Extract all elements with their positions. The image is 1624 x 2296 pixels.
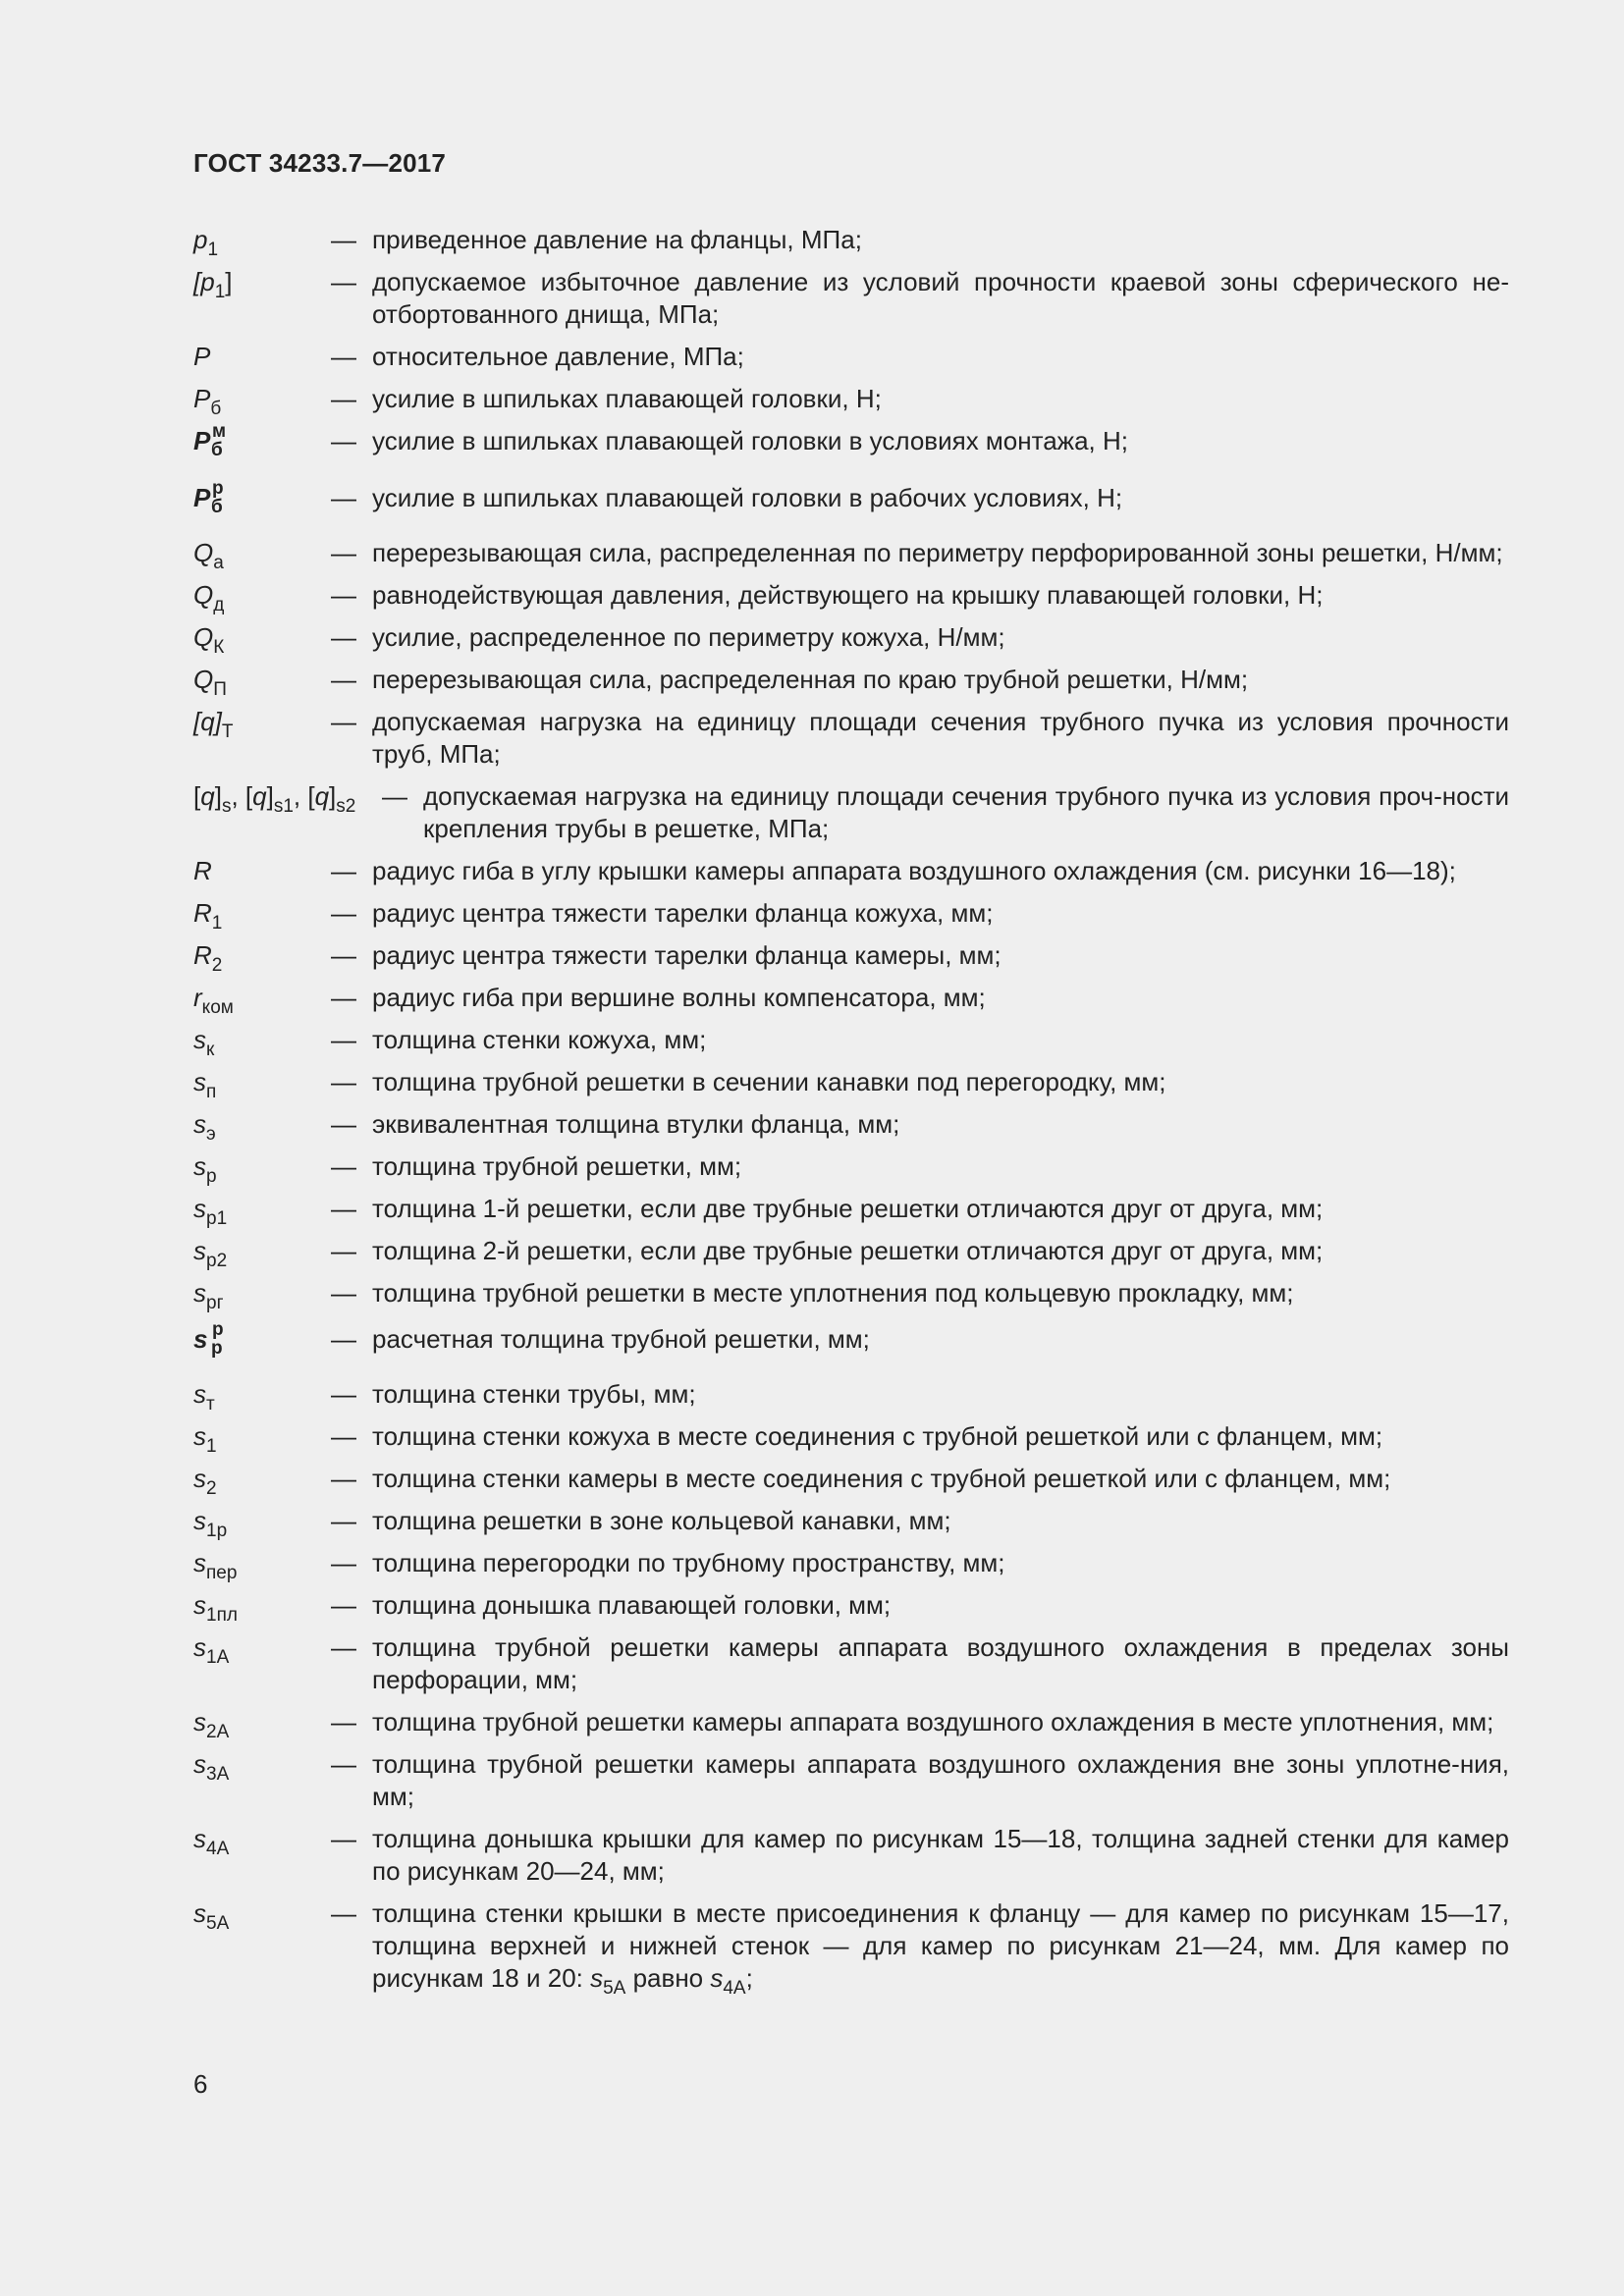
definition-entry — [193, 1420, 1509, 1457]
entry-definition: толщина стенки трубы, мм; — [372, 1379, 696, 1409]
entry-definition: радиус центра тяжести тарелки фланца кожуха, мм; — [372, 898, 994, 928]
entry-definition: равнодействующая давления, действующего на крышку плавающей головки, Н; — [372, 580, 1324, 610]
entry-symbol: $s_{2А}$ — [193, 1707, 230, 1742]
entry-dash: — — [331, 1194, 356, 1223]
page-number: 6 — [193, 2069, 208, 2099]
entry-definition: усилие, распределенное по периметру кожуха, Н/мм; — [372, 622, 1005, 652]
entry-symbol: $s_{1пл}$ — [193, 1590, 238, 1626]
entry-dash: — — [331, 1548, 356, 1577]
symbol-definitions-list — [193, 224, 1509, 2004]
page-header: ГОСТ 34233.7—2017 — [193, 148, 447, 178]
entry-definition: толщина перегородки по трубному пространству, мм; — [372, 1548, 1005, 1577]
definition-entry — [193, 1748, 1509, 1813]
entry-symbol: $s_{3А}$ — [193, 1749, 230, 1785]
entry-dash: — — [382, 781, 407, 811]
entry-dash: — — [331, 1025, 356, 1054]
entry-dash: — — [331, 225, 356, 254]
entry-dash: — — [331, 1898, 356, 1928]
entry-dash: — — [331, 1236, 356, 1265]
definition-entry — [193, 1463, 1509, 1499]
entry-dash: — — [331, 856, 356, 885]
entry-definition: толщина трубной решетки камеры аппарата воздушного охлаждения вне зоны уплотне-ния, мм; — [372, 1749, 1509, 1811]
definition-entry — [193, 939, 1509, 976]
entry-definition: радиус центра тяжести тарелки фланца камеры, мм; — [372, 940, 1001, 970]
definition-entry — [193, 1589, 1509, 1626]
entry-definition: толщина 2-й решетки, если две трубные решетки отличаются друг от друга, мм; — [372, 1236, 1324, 1265]
definition-entry — [193, 383, 1509, 419]
entry-definition: толщина трубной решетки в месте уплотнения под кольцевую прокладку, мм; — [372, 1278, 1294, 1308]
entry-definition: расчетная толщина трубной решетки, мм; — [372, 1324, 870, 1354]
definition-entry — [193, 1193, 1509, 1229]
definition-entry — [193, 224, 1509, 260]
entry-definition: перерезывающая сила, распределенная по периметру перфорированной зоны решетки, Н/мм; — [372, 538, 1503, 567]
entry-definition: толщина трубной решетки камеры аппарата воздушного охлаждения в месте уплотнения, мм; — [372, 1707, 1494, 1736]
entry-symbol: P м б — [193, 421, 227, 460]
entry-dash: — — [331, 1151, 356, 1181]
entry-dash: — — [331, 1278, 356, 1308]
entry-dash: — — [331, 483, 356, 512]
entry-symbol: $s_{р1}$ — [193, 1194, 228, 1229]
entry-symbol: $s_{рг}$ — [193, 1278, 224, 1313]
entry-symbol: $s_п$ — [193, 1067, 217, 1102]
definition-entry — [193, 1150, 1509, 1187]
entry-dash: — — [331, 1324, 356, 1354]
definition-entry — [193, 478, 1509, 519]
entry-symbol: $s_т$ — [193, 1379, 215, 1415]
entry-dash: — — [331, 898, 356, 928]
entry-symbol: $s_к$ — [193, 1025, 215, 1060]
entry-symbol: $s_{р2}$ — [193, 1236, 228, 1271]
entry-symbol: $s_{5А}$ — [193, 1898, 230, 1934]
entry-dash: — — [331, 538, 356, 567]
entry-definition: толщина донышка крышки для камер по рисункам 15—18, толщина задней стенки для камер по рисункам 20—24, мм; — [372, 1824, 1509, 1886]
definition-entry — [193, 1277, 1509, 1313]
entry-symbol: $r_{ком}$ — [193, 983, 234, 1018]
definition-entry — [193, 897, 1509, 934]
entry-symbol: $s_{1р}$ — [193, 1506, 228, 1541]
definition-entry — [193, 780, 1509, 845]
entry-definition: усилие в шпильках плавающей головки в условиях монтажа, Н; — [372, 426, 1128, 455]
entry-definition: допускаемая нагрузка на единицу площади сечения трубного пучка из условия проч-ности крепления трубы в решетке, МПа; — [423, 781, 1509, 843]
entry-symbol: $s_{пер}$ — [193, 1548, 238, 1583]
entry-dash: — — [331, 267, 356, 296]
entry-definition: приведенное давление на фланцы, МПа; — [372, 225, 862, 254]
entry-definition: толщина трубной решетки в сечении канавки под перегородку, мм; — [372, 1067, 1166, 1096]
entry-definition: толщина стенки кожуха, мм; — [372, 1025, 707, 1054]
entry-dash: — — [331, 1464, 356, 1493]
entry-dash: — — [331, 1707, 356, 1736]
entry-definition: перерезывающая сила, распределенная по краю трубной решетки, Н/мм; — [372, 665, 1249, 694]
entry-definition: толщина стенки крышки в месте присоединения к фланцу — для камер по рисункам 15—17, толщина верхней и нижней стенок — для камер по рисункам 21—24, мм. Для камер по рисункам 18 и 20: $s_{5А}$ равно $s_{4А}$; — [372, 1898, 1509, 1999]
entry-symbol: P р б — [193, 478, 224, 517]
definition-entry — [193, 1108, 1509, 1145]
entry-dash: — — [331, 940, 356, 970]
entry-definition: усилие в шпильках плавающей головки в рабочих условиях, Н; — [372, 483, 1123, 512]
entry-dash: — — [331, 983, 356, 1012]
entry-dash: — — [331, 1824, 356, 1853]
entry-definition: толщина стенки кожуха в месте соединения с трубной решеткой или с фланцем, мм; — [372, 1421, 1383, 1451]
entry-definition: допускаемая нагрузка на единицу площади сечения трубного пучка из условия прочности труб, МПа; — [372, 707, 1509, 769]
entry-symbol: R — [193, 856, 212, 885]
entry-dash: — — [331, 1421, 356, 1451]
definition-entry — [193, 1235, 1509, 1271]
entry-definition: относительное давление, МПа; — [372, 342, 744, 371]
definition-entry — [193, 1505, 1509, 1541]
entry-definition: допускаемое избыточное давление из условий прочности краевой зоны сферического не-отбортованного днища, МПа; — [372, 267, 1509, 329]
entry-symbol: $s_2$ — [193, 1464, 217, 1499]
definition-entry — [193, 421, 1509, 462]
definition-entry — [193, 537, 1509, 573]
entry-dash: — — [331, 665, 356, 694]
entry-dash: — — [331, 342, 356, 371]
entry-symbol: $p_1$ — [193, 225, 219, 260]
entry-symbol: s р р — [193, 1319, 224, 1359]
entry-symbol: $[q]_s$, $[q]_{s1}$, $[q]_{s2}$ — [193, 781, 356, 817]
definition-entry — [193, 855, 1509, 887]
definition-entry — [193, 1066, 1509, 1102]
entry-definition: толщина трубной решетки камеры аппарата воздушного охлаждения в пределах зоны перфорации, мм; — [372, 1632, 1509, 1694]
entry-definition: толщина донышка плавающей головки, мм; — [372, 1590, 892, 1620]
entry-symbol: $Q_а$ — [193, 538, 224, 573]
entry-symbol: $R_2$ — [193, 940, 223, 976]
entry-dash: — — [331, 1067, 356, 1096]
definition-entry — [193, 621, 1509, 658]
entry-definition: толщина 1-й решетки, если две трубные решетки отличаются друг от друга, мм; — [372, 1194, 1324, 1223]
entry-dash: — — [331, 622, 356, 652]
definition-entry — [193, 1706, 1509, 1742]
entry-symbol: $Q_К$ — [193, 622, 225, 658]
definition-entry — [193, 1897, 1509, 1999]
entry-dash: — — [331, 1506, 356, 1535]
entry-definition: эквивалентная толщина втулки фланца, мм; — [372, 1109, 900, 1139]
definition-entry — [193, 664, 1509, 700]
definition-entry — [193, 1024, 1509, 1060]
definition-entry — [193, 341, 1509, 373]
definition-entry — [193, 1631, 1509, 1696]
entry-dash: — — [331, 384, 356, 413]
entry-symbol: $Q_д$ — [193, 580, 225, 615]
entry-dash: — — [331, 1749, 356, 1779]
entry-definition: толщина стенки камеры в месте соединения с трубной решеткой или с фланцем, мм; — [372, 1464, 1391, 1493]
definition-entry — [193, 579, 1509, 615]
entry-dash: — — [331, 580, 356, 610]
entry-definition: толщина трубной решетки, мм; — [372, 1151, 742, 1181]
entry-symbol: $Q_П$ — [193, 665, 227, 700]
entry-symbol: $P_б$ — [193, 384, 222, 419]
definition-entry — [193, 1823, 1509, 1888]
entry-dash: — — [331, 1632, 356, 1662]
definition-entry — [193, 1547, 1509, 1583]
entry-dash: — — [331, 1109, 356, 1139]
entry-definition: радиус гиба при вершине волны компенсатора, мм; — [372, 983, 986, 1012]
entry-dash: — — [331, 426, 356, 455]
entry-symbol: $s_э$ — [193, 1109, 216, 1145]
definition-entry — [193, 1319, 1509, 1361]
entry-symbol: $[p_1]$ — [193, 267, 233, 302]
entry-symbol: $R_1$ — [193, 898, 223, 934]
entry-definition: усилие в шпильках плавающей головки, Н; — [372, 384, 882, 413]
definition-entry — [193, 1378, 1509, 1415]
entry-definition: радиус гиба в углу крышки камеры аппарата воздушного охлаждения (см. рисунки 16—18); — [372, 856, 1456, 885]
entry-dash: — — [331, 1590, 356, 1620]
entry-symbol: $s_{4А}$ — [193, 1824, 230, 1859]
definition-entry — [193, 706, 1509, 771]
definition-entry — [193, 982, 1509, 1018]
entry-symbol: $s_1$ — [193, 1421, 217, 1457]
entry-definition: толщина решетки в зоне кольцевой канавки, мм; — [372, 1506, 951, 1535]
entry-symbol: $[q]_Т$ — [193, 707, 234, 742]
entry-dash: — — [331, 1379, 356, 1409]
entry-symbol: P — [193, 342, 211, 371]
definition-entry — [193, 266, 1509, 331]
entry-symbol: $s_{1А}$ — [193, 1632, 230, 1668]
entry-symbol: $s_р$ — [193, 1151, 217, 1187]
entry-dash: — — [331, 707, 356, 736]
